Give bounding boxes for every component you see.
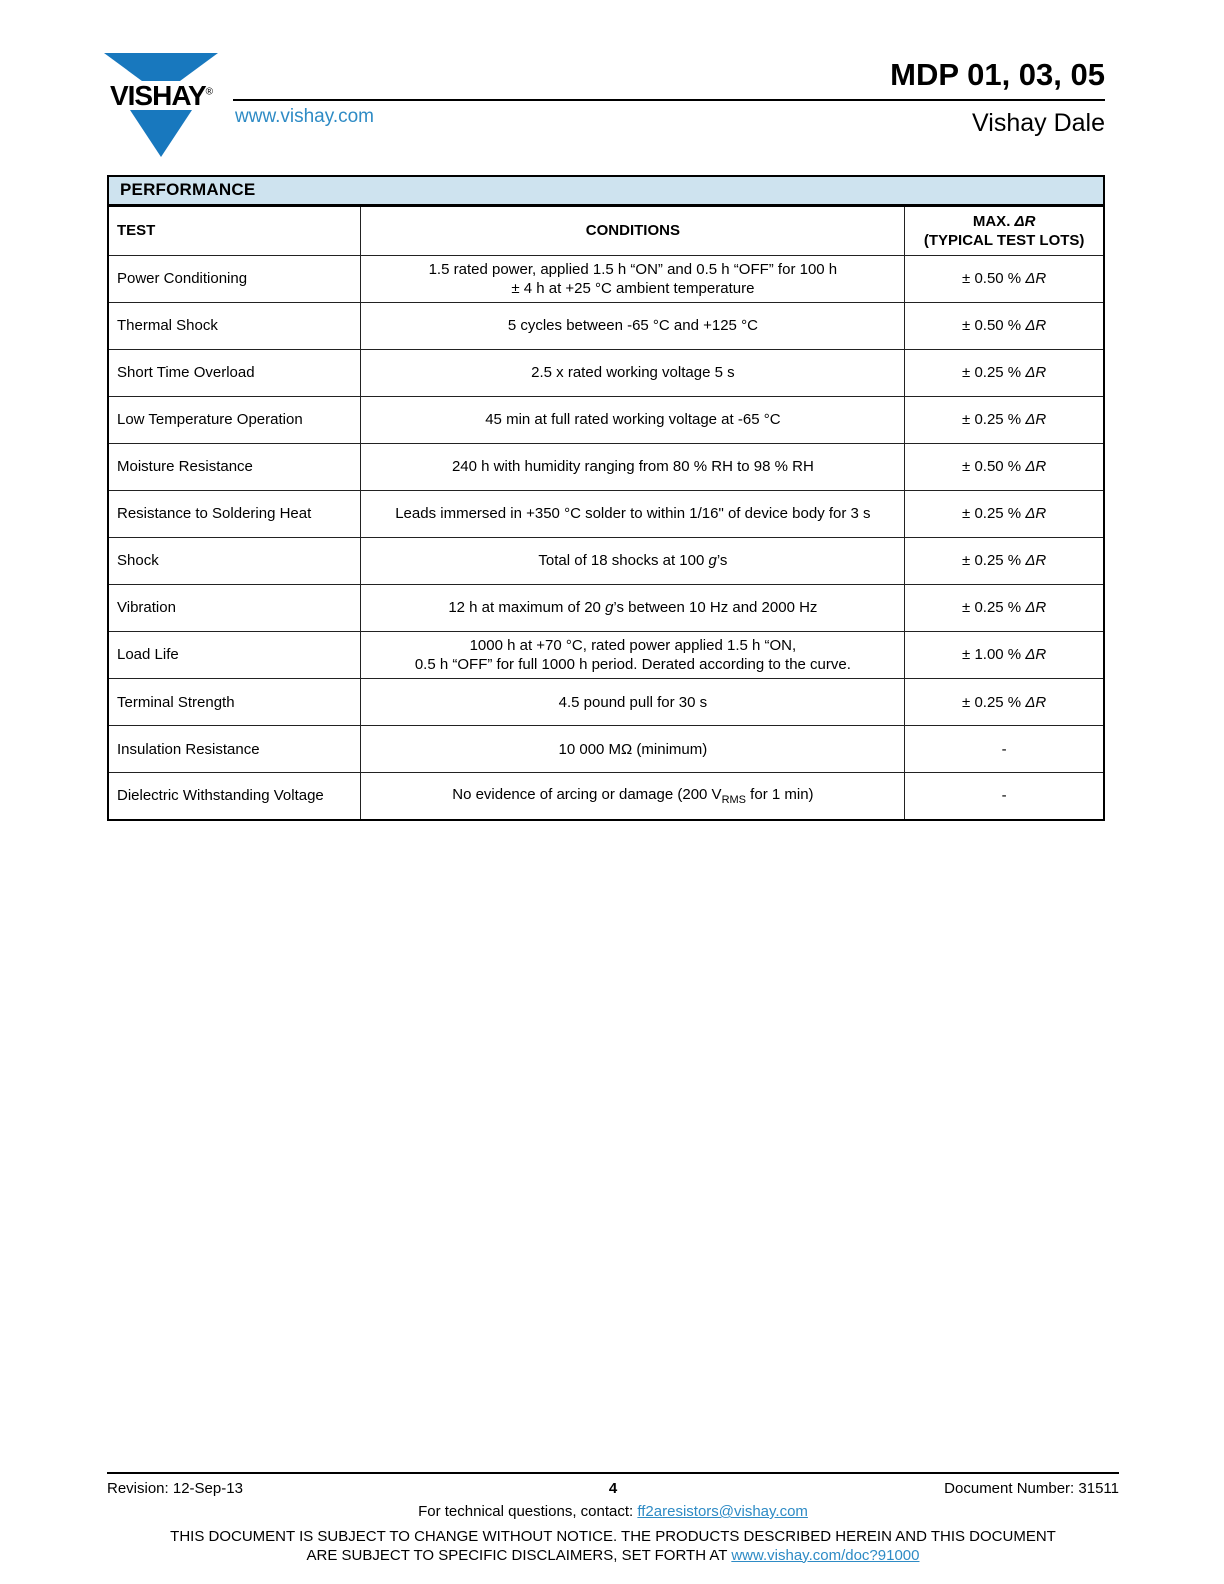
- column-header-test: TEST: [108, 206, 361, 255]
- max-header-line2: (TYPICAL TEST LOTS): [923, 231, 1085, 249]
- test-cell: Insulation Resistance: [108, 726, 361, 773]
- test-cell: Dielectric Withstanding Voltage: [108, 773, 361, 820]
- footer-divider: [107, 1472, 1119, 1474]
- conditions-cell: Leads immersed in +350 °C solder to within 1/16" of device body for 3 s: [361, 490, 905, 537]
- test-cell: Resistance to Soldering Heat: [108, 490, 361, 537]
- conditions-cell: 12 h at maximum of 20 g’s between 10 Hz and 2000 Hz: [361, 584, 905, 631]
- table-row: [108, 537, 1104, 584]
- vishay-logo: [97, 53, 225, 157]
- table-row: [108, 773, 1104, 820]
- column-header-max: [905, 206, 1104, 255]
- test-cell: Load Life: [108, 631, 361, 678]
- conditions-cell: No evidence of arcing or damage (200 $V_{RMS}$ for 1 min): [361, 773, 905, 820]
- page-number: 4: [608, 1480, 618, 1497]
- conditions-cell: 10 000 MΩ (minimum): [361, 726, 905, 773]
- max-delta-r-cell: ± 0.25 % ΔR: [905, 679, 1104, 726]
- max-delta-r-cell: ± 1.00 % ΔR: [905, 631, 1104, 678]
- max-delta-r-cell: ± 0.25 % ΔR: [905, 349, 1104, 396]
- conditions-cell: 1.5 rated power, applied 1.5 h “ON” and 0.5 h “OFF” for 100 h ± 4 h at +25 °C ambient temperature: [361, 255, 905, 302]
- conditions-cell: 2.5 x rated working voltage 5 s: [361, 349, 905, 396]
- vishay-website-link[interactable]: www.vishay.com: [235, 106, 375, 127]
- max-delta-r-cell: ± 0.50 % ΔR: [905, 443, 1104, 490]
- page-title: MDP 01, 03, 05: [890, 57, 1105, 92]
- disclaimer-line1: THIS DOCUMENT IS SUBJECT TO CHANGE WITHOUT NOTICE. THE PRODUCTS DESCRIBED HEREIN AND THIS DOCUMENT: [170, 1528, 1056, 1545]
- table-row: [108, 443, 1104, 490]
- revision-date: Revision: 12-Sep-13: [107, 1480, 243, 1497]
- logo-wordmark: [109, 81, 213, 110]
- max-delta-r-cell: -: [905, 726, 1104, 773]
- max-delta-r-cell: ± 0.25 % ΔR: [905, 537, 1104, 584]
- legal-disclaimer: [107, 1528, 1119, 1566]
- table-row: [108, 349, 1104, 396]
- performance-table: [107, 205, 1105, 821]
- contact-line: [107, 1503, 1119, 1520]
- table-row: [108, 255, 1104, 302]
- max-header-line1: MAX. ΔR: [972, 212, 1036, 230]
- conditions-cell: 45 min at full rated working voltage at -65 °C: [361, 396, 905, 443]
- table-row: [108, 302, 1104, 349]
- table-row: [108, 396, 1104, 443]
- contact-email-link[interactable]: ff2aresistors@vishay.com: [637, 1503, 808, 1520]
- table-row: [108, 679, 1104, 726]
- test-cell: Shock: [108, 537, 361, 584]
- section-header-performance: PERFORMANCE: [107, 175, 1105, 205]
- brand-subtitle: Vishay Dale: [972, 109, 1105, 137]
- conditions-cell: 5 cycles between -65 °C and +125 °C: [361, 302, 905, 349]
- logo-triangle-bottom: [130, 110, 192, 157]
- table-row: [108, 584, 1104, 631]
- table-row: [108, 490, 1104, 537]
- registered-mark: ®: [205, 86, 213, 98]
- performance-section: [107, 175, 1105, 821]
- conditions-cell: 240 h with humidity ranging from 80 % RH to 98 % RH: [361, 443, 905, 490]
- max-delta-r-cell: ± 0.25 % ΔR: [905, 396, 1104, 443]
- table-row: [108, 631, 1104, 678]
- max-delta-r-cell: ± 0.50 % ΔR: [905, 255, 1104, 302]
- logo-text: VISHAY: [109, 80, 206, 111]
- max-delta-r-cell: ± 0.25 % ΔR: [905, 584, 1104, 631]
- table-row: [108, 726, 1104, 773]
- table-header-row: [108, 206, 1104, 255]
- max-delta-r-cell: -: [905, 773, 1104, 820]
- column-header-conditions: CONDITIONS: [361, 206, 905, 255]
- max-delta-r-cell: ± 0.25 % ΔR: [905, 490, 1104, 537]
- test-cell: Low Temperature Operation: [108, 396, 361, 443]
- test-cell: Terminal Strength: [108, 679, 361, 726]
- header-divider: [233, 99, 1105, 101]
- conditions-cell: 1000 h at +70 °C, rated power applied 1.5 h “ON, 0.5 h “OFF” for full 1000 h period. Derated according to the curve.: [361, 631, 905, 678]
- conditions-cell: 4.5 pound pull for 30 s: [361, 679, 905, 726]
- test-cell: Moisture Resistance: [108, 443, 361, 490]
- disclaimer-line2-prefix: ARE SUBJECT TO SPECIFIC DISCLAIMERS, SET FORTH AT: [306, 1546, 732, 1564]
- disclaimer-doc-link[interactable]: www.vishay.com/doc?91000: [731, 1546, 920, 1564]
- contact-prefix: For technical questions, contact:: [418, 1503, 638, 1520]
- test-cell: Thermal Shock: [108, 302, 361, 349]
- document-number: Document Number: 31511: [944, 1480, 1119, 1497]
- test-cell: Power Conditioning: [108, 255, 361, 302]
- conditions-cell: Total of 18 shocks at 100 g’s: [361, 537, 905, 584]
- test-cell: Short Time Overload: [108, 349, 361, 396]
- test-cell: Vibration: [108, 584, 361, 631]
- max-delta-r-cell: ± 0.50 % ΔR: [905, 302, 1104, 349]
- page-footer: [107, 1472, 1119, 1566]
